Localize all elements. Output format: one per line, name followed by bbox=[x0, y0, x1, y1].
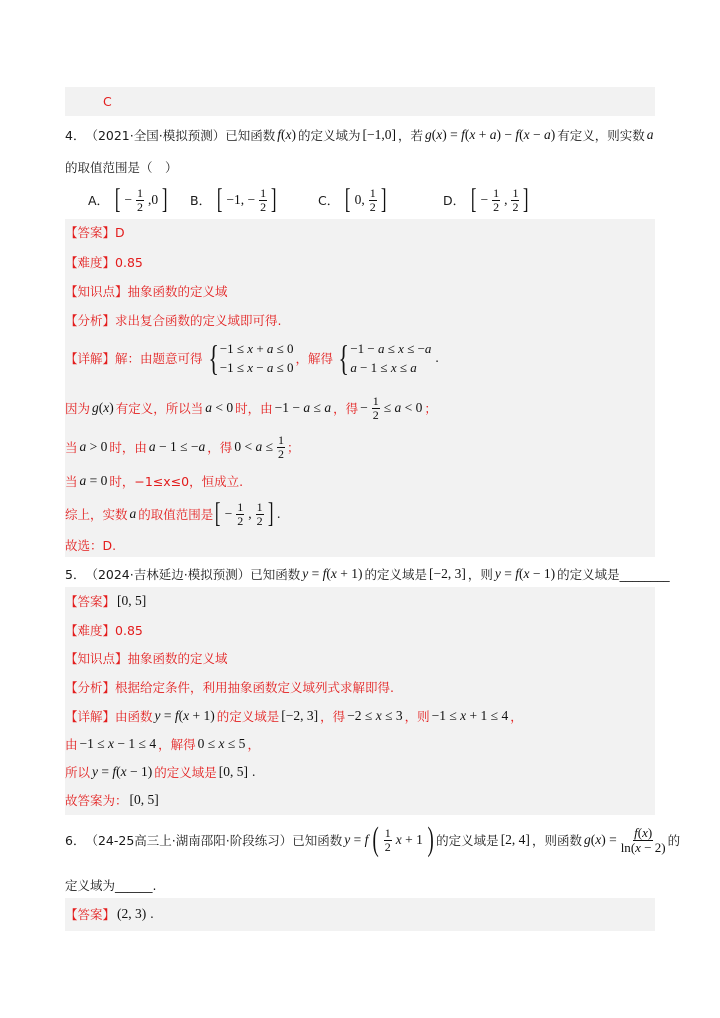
math-variable: x bbox=[108, 736, 115, 751]
math-variable: a bbox=[129, 506, 137, 521]
fraction bbox=[236, 501, 244, 528]
detail-line-2 bbox=[65, 393, 437, 423]
math-expression: − bbox=[124, 192, 133, 207]
math-variable: f bbox=[322, 566, 327, 581]
option-b bbox=[190, 185, 278, 215]
stem-text: 已知函数 bbox=[250, 567, 301, 582]
fraction-denominator: 2 bbox=[137, 199, 144, 214]
math-expression: y = f(x − 1) bbox=[494, 566, 556, 581]
math-variable: a bbox=[266, 360, 274, 375]
answer-value: [0, 5] bbox=[117, 593, 147, 608]
fraction-numerator: 1 bbox=[512, 185, 519, 200]
stem-text: ，则 bbox=[467, 567, 493, 582]
answer-tag: 【答案】 bbox=[65, 225, 116, 240]
detail-text: 时，−1≤x≤0，恒成立. bbox=[109, 474, 244, 489]
topic-value: 抽象函数的定义域 bbox=[127, 651, 228, 666]
fraction-numerator: f(x) bbox=[634, 824, 653, 840]
math-variable: a bbox=[646, 127, 654, 142]
math-variable: a bbox=[198, 439, 206, 454]
left-bracket: [ bbox=[216, 184, 223, 215]
detail-text: 的定义域是 bbox=[216, 709, 280, 724]
answer-blank: ______ bbox=[115, 877, 153, 893]
topic-tag: 【知识点】 bbox=[65, 651, 128, 666]
math-expression: y = f bbox=[344, 832, 369, 847]
analysis-line bbox=[65, 305, 282, 335]
math-variable: x bbox=[436, 127, 443, 142]
math-variable: a bbox=[255, 439, 263, 454]
math-variable: a bbox=[424, 341, 432, 356]
question-source: （24-25高三上·湖南邵阳·阶段练习） bbox=[85, 833, 293, 848]
math-variable: f bbox=[112, 764, 117, 779]
question-number: 5． bbox=[65, 567, 86, 582]
math-variable: x bbox=[218, 736, 225, 751]
difficulty-value: 0.85 bbox=[115, 254, 143, 270]
detail-text: ，解得 bbox=[158, 737, 196, 752]
math-expression: g(x) bbox=[92, 400, 114, 415]
stem-text: ，若 bbox=[398, 128, 424, 143]
stem-text: . bbox=[152, 877, 157, 893]
left-bracket: [ bbox=[471, 184, 477, 215]
math-expression: [−2, 3] bbox=[429, 566, 466, 581]
math-variable: x bbox=[469, 127, 476, 142]
q4-stem-line-2 bbox=[65, 152, 178, 182]
fraction bbox=[492, 187, 500, 214]
math-variable: x bbox=[395, 832, 402, 847]
math-variable: a bbox=[324, 400, 332, 415]
math-variable: a bbox=[544, 127, 551, 142]
fraction-denominator: 2 bbox=[260, 199, 267, 214]
math-expression: −1, − bbox=[226, 192, 256, 207]
fraction-numerator: 1 bbox=[137, 185, 144, 200]
math-variable: x bbox=[642, 824, 648, 840]
math-variable: a bbox=[394, 400, 402, 415]
detail-text: 因为 bbox=[65, 401, 91, 416]
math-variable: y bbox=[344, 832, 351, 847]
detail-text: ，得 bbox=[207, 440, 233, 455]
option-label: A． bbox=[88, 193, 110, 208]
detail-line-1 bbox=[65, 701, 523, 731]
option-c bbox=[318, 185, 388, 215]
math-expression: [2, 4] bbox=[500, 832, 530, 847]
fraction-numerator: 1 bbox=[493, 185, 500, 200]
detail-line-3 bbox=[65, 757, 257, 787]
option-label: D． bbox=[443, 193, 466, 208]
fraction-denominator: 2 bbox=[237, 513, 244, 528]
math-variable: a bbox=[410, 360, 417, 375]
analysis-line bbox=[65, 672, 394, 702]
answer-value: (2, 3) bbox=[117, 906, 147, 921]
right-bracket: ] bbox=[267, 498, 274, 529]
q5-stem-line bbox=[65, 559, 670, 589]
detail-text: ，得 bbox=[320, 709, 346, 724]
math-variable: a bbox=[79, 473, 87, 488]
topic-value: 抽象函数的定义域 bbox=[127, 284, 228, 299]
right-bracket: ] bbox=[523, 184, 529, 215]
difficulty-tag: 【难度】 bbox=[65, 623, 116, 638]
detail-text: ，解得 bbox=[295, 351, 334, 366]
answer-tag: 【答案】 bbox=[65, 907, 116, 922]
math-variable: x bbox=[635, 839, 641, 855]
math-expression: y = f(x + 1) bbox=[302, 566, 363, 581]
detail-line-4 bbox=[65, 466, 243, 496]
fraction-denominator: 2 bbox=[372, 407, 379, 422]
math-expression: . bbox=[276, 506, 281, 521]
math-expression: [−2, 3] bbox=[281, 708, 319, 723]
math-expression: −1 − a ≤ a bbox=[274, 400, 332, 415]
fraction bbox=[511, 187, 519, 214]
fraction-numerator: 1 bbox=[369, 185, 376, 200]
detail-text: 解：由题意可得 bbox=[115, 351, 203, 366]
answer-line bbox=[65, 217, 125, 247]
math-expression: a > 0 bbox=[79, 439, 108, 454]
detail-text: 所以 bbox=[65, 765, 91, 780]
detail-text: ； bbox=[286, 440, 300, 455]
right-paren: ) bbox=[427, 821, 434, 858]
math-expression: −1 ≤ x − 1 ≤ 4 bbox=[79, 736, 157, 751]
math-variable: x bbox=[183, 708, 190, 723]
detail-text: ， bbox=[510, 709, 523, 724]
detail-text: 时，由 bbox=[235, 401, 273, 416]
detail-text: ； bbox=[424, 401, 437, 416]
math-variable: a bbox=[148, 439, 156, 454]
right-bracket: ] bbox=[380, 184, 387, 215]
detail-text: ， bbox=[247, 737, 260, 752]
math-expression: − bbox=[480, 192, 489, 207]
math-expression: −1 ≤ x + 1 ≤ 4 bbox=[431, 708, 509, 723]
stem-text: 的定义域是 bbox=[436, 833, 499, 848]
math-expression: − bbox=[224, 506, 233, 521]
math-variable: f bbox=[174, 708, 179, 723]
fraction-denominator: 2 bbox=[256, 513, 263, 528]
math-variable: y bbox=[154, 708, 161, 723]
question-number: 6． bbox=[65, 833, 86, 848]
inequality-system bbox=[205, 339, 294, 377]
detail-line-3 bbox=[65, 432, 300, 462]
topic-line bbox=[65, 643, 228, 673]
math-expression: a < 0 bbox=[205, 400, 234, 415]
question-source: （2024·吉林延边·模拟预测） bbox=[85, 567, 251, 582]
math-expression: . bbox=[435, 350, 439, 365]
fraction-denominator: ln(x − 2) bbox=[620, 839, 666, 855]
detail-line-2 bbox=[65, 729, 260, 759]
math-variable: g bbox=[425, 127, 432, 142]
answer-line bbox=[65, 899, 156, 929]
answer-line bbox=[65, 586, 148, 616]
stem-text: 的 bbox=[667, 833, 681, 848]
detail-line-4 bbox=[65, 785, 161, 815]
math-variable: g bbox=[583, 832, 591, 847]
math-variable: y bbox=[92, 764, 99, 779]
prev-solution-panel bbox=[65, 87, 655, 116]
detail-line-5 bbox=[65, 499, 282, 529]
fraction-numerator: 1 bbox=[277, 432, 284, 447]
answer-value: D bbox=[115, 224, 125, 240]
detail-text: 由函数 bbox=[115, 709, 153, 724]
math-expression: x + 1 bbox=[395, 832, 423, 847]
detail-text: 有定义，所以当 bbox=[115, 401, 204, 416]
math-expression: 0 < a ≤ bbox=[234, 439, 273, 454]
fraction-numerator: 1 bbox=[260, 185, 267, 200]
difficulty-value: 0.85 bbox=[115, 622, 143, 638]
math-variable: f bbox=[277, 127, 281, 142]
stem-text: 定义域为 bbox=[65, 878, 116, 893]
system-brace: { bbox=[207, 338, 219, 378]
fraction bbox=[256, 501, 264, 528]
math-variable: y bbox=[302, 566, 309, 581]
math-variable: x bbox=[285, 127, 292, 142]
question-source: （2021·全国·模拟预测） bbox=[85, 128, 226, 143]
math-expression: g(x) = f(x + a) − f(x − a) bbox=[425, 127, 556, 142]
math-variable: a bbox=[489, 127, 497, 142]
fraction bbox=[621, 826, 666, 855]
detail-text: 的取值范围是 bbox=[138, 507, 214, 522]
detail-text: 的定义域是 bbox=[154, 765, 217, 780]
stem-text: 有定义，则实数 bbox=[557, 128, 645, 143]
stem-text: 的取值范围是（ ） bbox=[65, 160, 178, 175]
difficulty-tag: 【难度】 bbox=[65, 255, 116, 270]
math-variable: x bbox=[103, 400, 110, 415]
system-brace: { bbox=[338, 338, 349, 378]
detail-text: 当 bbox=[65, 474, 78, 489]
math-expression: ≤ a < 0 bbox=[383, 400, 423, 415]
detail-text: 故答案为： bbox=[65, 793, 128, 808]
math-expression: . bbox=[150, 906, 154, 921]
math-variable: x bbox=[330, 566, 337, 581]
answer-blank: ________ bbox=[619, 566, 670, 582]
math-variable: a bbox=[79, 439, 87, 454]
math-variable: f bbox=[515, 127, 520, 142]
math-expression: 0, bbox=[354, 192, 365, 207]
math-expression: a − 1 ≤ −a bbox=[148, 439, 206, 454]
fraction bbox=[277, 434, 285, 461]
option-a bbox=[88, 185, 169, 215]
math-variable: y bbox=[494, 566, 501, 581]
math-expression: [−1,0] bbox=[362, 127, 396, 142]
math-expression: f(x) bbox=[277, 127, 296, 142]
detail-text: 当 bbox=[65, 440, 78, 455]
fraction-denominator: 2 bbox=[384, 839, 391, 854]
fraction bbox=[136, 187, 144, 214]
detail-text: 由 bbox=[65, 737, 78, 752]
option-d bbox=[443, 185, 531, 215]
answer-tag: 【答案】 bbox=[65, 594, 116, 609]
math-variable: x bbox=[247, 341, 254, 356]
fraction bbox=[372, 395, 380, 422]
math-expression: 0 ≤ x ≤ 5 bbox=[197, 736, 246, 751]
question-number: 4． bbox=[65, 128, 86, 143]
math-variable: a bbox=[303, 400, 311, 415]
math-expression: , bbox=[504, 192, 508, 207]
fraction-denominator: 2 bbox=[512, 199, 519, 214]
math-variable: g bbox=[92, 400, 99, 415]
stem-text: ，则函数 bbox=[531, 833, 582, 848]
math-variable: x bbox=[460, 708, 467, 723]
math-expression: , bbox=[248, 506, 252, 521]
math-variable: f bbox=[515, 566, 520, 581]
difficulty-line bbox=[65, 615, 143, 645]
detail-tag: 【详解】 bbox=[65, 709, 116, 724]
fraction-denominator: 2 bbox=[369, 199, 376, 214]
fraction bbox=[369, 187, 377, 214]
math-expression: y = f(x − 1) bbox=[92, 764, 153, 779]
math-expression bbox=[647, 127, 654, 143]
detail-tag: 【详解】 bbox=[65, 351, 116, 366]
left-bracket: [ bbox=[345, 184, 351, 215]
math-variable: x bbox=[120, 764, 127, 779]
left-bracket: [ bbox=[114, 184, 121, 215]
math-expression: −2 ≤ x ≤ 3 bbox=[347, 708, 403, 723]
math-expression: −1 ≤ x − a ≤ 0 bbox=[219, 360, 294, 375]
fraction-numerator: 1 bbox=[372, 393, 379, 408]
detail-text: 综上，实数 bbox=[65, 507, 128, 522]
math-expression: a − 1 ≤ x ≤ a bbox=[350, 360, 417, 375]
difficulty-line bbox=[65, 247, 143, 277]
math-variable: x bbox=[523, 127, 530, 142]
analysis-text: 根据给定条件，利用抽象函数定义域列式求解即得. bbox=[115, 680, 394, 695]
system-rows bbox=[220, 339, 294, 377]
option-label: C． bbox=[318, 193, 340, 208]
analysis-text: 求出复合函数的定义域即可得. bbox=[115, 313, 282, 328]
math-variable: x bbox=[398, 341, 404, 356]
math-expression: a = 0 bbox=[79, 473, 108, 488]
math-expression: g(x) = bbox=[583, 832, 617, 847]
left-paren: ( bbox=[372, 821, 380, 858]
detail-line-6 bbox=[65, 530, 116, 560]
math-expression: ,0 bbox=[148, 192, 159, 207]
prev-answer-line bbox=[103, 86, 112, 116]
right-bracket: ] bbox=[271, 184, 277, 215]
math-variable: a bbox=[378, 341, 385, 356]
q4-stem-line-1 bbox=[65, 120, 656, 150]
stem-text: 的定义域为 bbox=[298, 128, 361, 143]
math-expression bbox=[130, 506, 137, 522]
math-expression: y = f(x + 1) bbox=[154, 708, 215, 723]
math-variable: x bbox=[247, 360, 254, 375]
detail-line-1 bbox=[65, 336, 441, 380]
prev-answer-value: C bbox=[103, 93, 112, 109]
system-rows bbox=[350, 339, 431, 377]
math-expression: [0, 5] bbox=[129, 792, 159, 807]
q6-stem-line-1 bbox=[65, 818, 680, 862]
fraction-denominator: 2 bbox=[493, 199, 500, 214]
math-expression: . bbox=[252, 764, 256, 779]
math-variable: x bbox=[523, 566, 530, 581]
math-variable: a bbox=[205, 400, 213, 415]
math-variable: x bbox=[375, 708, 382, 723]
math-expression: −1 ≤ x + a ≤ 0 bbox=[219, 341, 294, 356]
math-expression: −1 − a ≤ x ≤ −a bbox=[350, 341, 432, 356]
fraction-numerator: 1 bbox=[256, 499, 263, 514]
inequality-system bbox=[335, 339, 431, 377]
analysis-tag: 【分析】 bbox=[65, 313, 116, 328]
math-variable: x bbox=[595, 832, 602, 847]
math-variable: a bbox=[266, 341, 274, 356]
fraction bbox=[259, 187, 267, 214]
stem-text: 已知函数 bbox=[292, 833, 343, 848]
fraction-numerator: 1 bbox=[237, 499, 244, 514]
math-expression: [0, 5] bbox=[218, 764, 249, 779]
math-variable: a bbox=[350, 360, 357, 375]
math-variable: x bbox=[390, 360, 397, 375]
math-variable: f bbox=[364, 832, 369, 847]
final-choice: 故选：D. bbox=[65, 538, 117, 553]
q6-stem-line-2 bbox=[65, 870, 157, 900]
topic-tag: 【知识点】 bbox=[65, 284, 128, 299]
math-expression: − bbox=[360, 400, 368, 415]
math-variable: f bbox=[634, 824, 638, 840]
detail-text: ，得 bbox=[333, 401, 359, 416]
stem-text: 的定义域是 bbox=[557, 567, 620, 582]
detail-text: 时，由 bbox=[109, 440, 147, 455]
stem-text: 已知函数 bbox=[225, 128, 276, 143]
fraction-denominator: 2 bbox=[277, 446, 284, 461]
fraction bbox=[384, 827, 392, 854]
topic-line bbox=[65, 276, 228, 306]
stem-text: 的定义域是 bbox=[364, 567, 427, 582]
fraction-numerator: 1 bbox=[384, 825, 391, 840]
option-label: B． bbox=[190, 193, 212, 208]
detail-text: ，则 bbox=[404, 709, 430, 724]
left-bracket: [ bbox=[215, 498, 221, 529]
right-bracket: ] bbox=[162, 184, 168, 215]
math-variable: f bbox=[461, 127, 465, 142]
analysis-tag: 【分析】 bbox=[65, 680, 116, 695]
